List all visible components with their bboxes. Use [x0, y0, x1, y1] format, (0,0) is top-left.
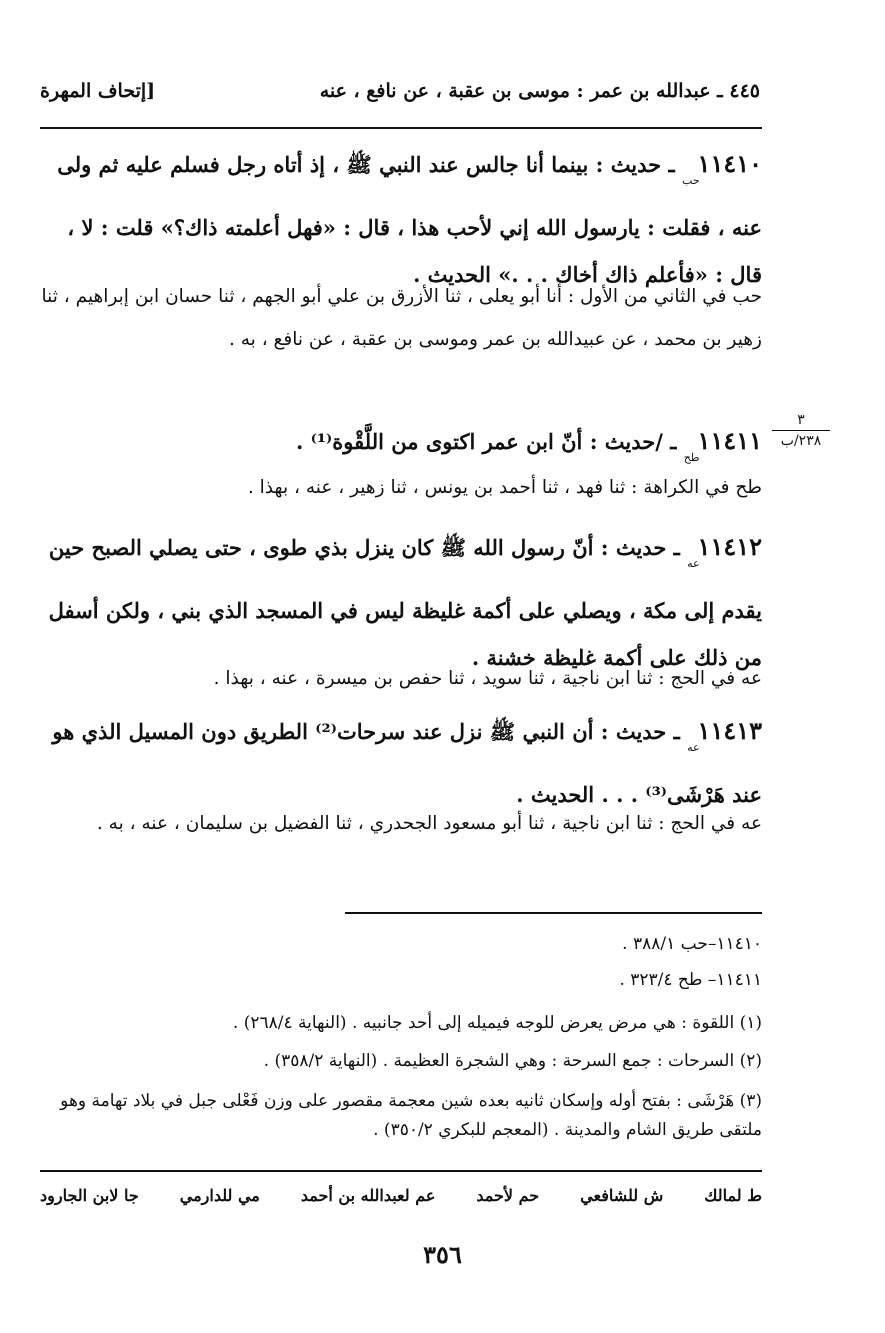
footnote: ١١٤١٠–حب ٣٨٨/١ . — [622, 934, 762, 954]
footnote-rule — [345, 912, 762, 914]
legend-item: حم لأحمد — [476, 1186, 540, 1205]
footnote: (٣) هَرْشَى : بفتح أوله وإسكان ثانيه بعده شين معجمة مقصور على وزن فَعْلى جبل في بلاد تهامة وهو ملتقى طريق الشام والمدينة . (المعجم للبكري ٣٥٠/٢) . — [60, 1091, 762, 1140]
header-title: ٤٤٥ ـ عبدالله بن عمر : موسى بن عقبة ، عن نافع ، عنه — [319, 80, 760, 102]
header-book-title: [إتحاف المهرة — [40, 80, 156, 102]
source-text: طح في الكراهة : ثنا فهد ، ثنا أحمد بن يونس ، ثنا زهير ، عنه ، بهذا . — [247, 477, 762, 498]
entry-sigla: عه — [687, 557, 700, 570]
source-chain — [40, 657, 762, 700]
sigla-legend — [40, 1186, 762, 1205]
entry-sigla: حب — [681, 174, 700, 187]
legend-rule — [40, 1170, 762, 1172]
entry-number: ١١٤١٣ — [697, 716, 762, 745]
folio-note-top: ٣ — [772, 412, 830, 431]
source-text: عه في الحج : ثنا ابن ناجية ، ثنا سويد ، ثنا حفص بن ميسرة ، عنه ، بهذا . — [213, 668, 762, 689]
legend-item: مي للدارمي — [179, 1186, 260, 1205]
manuscript-folio-note — [772, 412, 830, 449]
entry-number: ١١٤١٠ — [697, 149, 762, 178]
running-header — [40, 80, 760, 114]
legend-item: جا لابن الجارود — [40, 1186, 139, 1205]
source-chain — [40, 802, 762, 845]
entry-number: ١١٤١٢ — [697, 532, 762, 561]
footnote: (٢) السرحات : جمع السرحة : وهي الشجرة العظيمة . (النهاية ٣٥٨/٢) . — [263, 1051, 762, 1071]
hadith-text: ـ /حديث : أنّ ابن عمر اكتوى من اللَّقْوة⁽¹⁾ . — [295, 429, 677, 454]
source-text: عه في الحج : ثنا ابن ناجية ، ثنا أبو مسعود الجحدري ، ثنا الفضيل بن سليمان ، عنه ، به . — [96, 813, 762, 834]
hadith-text: ـ حديث : أن النبي ﷺ نزل عند سرحات⁽²⁾ الطريق دون المسيل الذي هو عند هَرْشَى⁽³⁾ . . . الحديث . — [52, 719, 762, 807]
entry-sigla: طح — [683, 451, 700, 464]
page-number: ٣٥٦ — [423, 1240, 462, 1269]
entry-number: ١١٤١١ — [697, 426, 762, 455]
header-rule — [40, 127, 762, 129]
legend-item: ط لمالك — [704, 1186, 762, 1205]
hadith-text: ـ حديث : أنّ رسول الله ﷺ كان ينزل بذي طوى ، حتى يصلي الصبح حين يقدم إلى مكة ، ويصلي على أكمة غليظة ليس في المسجد الذي بني ، ولكن أسفل من ذلك على أكمة غليظة خشنة . — [48, 535, 762, 670]
footnote: (١) اللقوة : هي مرض يعرض للوجه فيميله إلى أحد جانبيه . (النهاية ٢٦٨/٤) . — [232, 1013, 762, 1033]
entry-sigla: عه — [687, 741, 700, 754]
legend-item: عم لعبدالله بن أحمد — [300, 1186, 436, 1205]
folio-note-bottom: ٢٣٨/ب — [780, 433, 822, 449]
footnote: ١١٤١١– طح ٣٢٣/٤ . — [619, 970, 762, 990]
source-chain — [40, 466, 762, 509]
hadith-text: ـ حديث : بينما أنا جالس عند النبي ﷺ ، إذ أتاه رجل فسلم عليه ثم ولى عنه ، فقلت : يارسول الله إني لأحب هذا ، قال : «فهل أعلمته ذاك؟» قلت : لا ، قال : «فأعلم ذاك أخاك . . .» الحديث . — [57, 152, 762, 287]
source-text: حب في الثاني من الأول : أنا أبو يعلى ، ثنا الأزرق بن علي أبو الجهم ، ثنا حسان ابن إبراهيم ، ثنا زهير بن محمد ، عن عبيدالله بن عمر وموسى بن عقبة ، عن نافع ، به . — [41, 286, 762, 350]
source-chain — [40, 275, 762, 361]
legend-item: ش للشافعي — [580, 1186, 664, 1205]
